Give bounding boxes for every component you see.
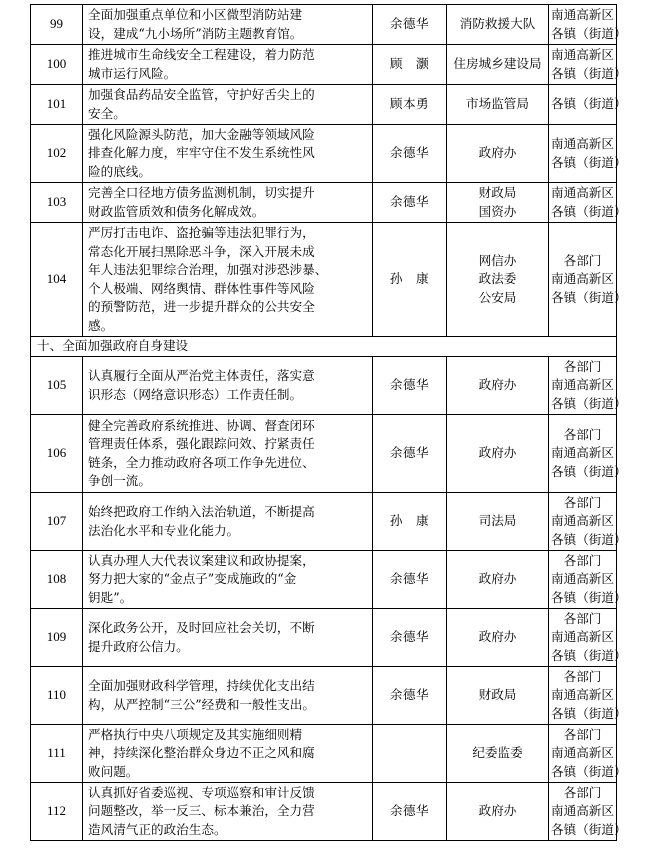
responsible-unit: [549, 85, 627, 125]
lead-department-line: 政府办: [478, 803, 517, 819]
task-table: [30, 4, 627, 841]
task-description-line: 神，持续深化整治群众身边不正之风和腐: [88, 745, 315, 761]
lead-department-line: 政府办: [478, 145, 517, 161]
responsible-unit-line: 各部门: [563, 426, 602, 442]
lead-department-line: 财政局: [478, 185, 517, 200]
task-number: 102: [31, 125, 83, 183]
responsible-unit: [549, 357, 627, 415]
task-description-line: 争创一流。: [88, 473, 151, 488]
lead-department: [447, 125, 549, 183]
table-row: [31, 551, 617, 609]
responsible-unit-line: 各镇（街道）: [551, 96, 627, 112]
task-description: [83, 725, 373, 783]
task-description-line: 败问题。: [88, 763, 139, 779]
lead-department-line: 网信办: [478, 252, 517, 268]
task-description-line: 问题整改，举一反三、标本兼治，全力营: [88, 803, 315, 819]
task-description-line: 城市运行风险。: [88, 65, 177, 81]
task-number: 99: [31, 5, 83, 45]
task-number: 106: [31, 415, 83, 493]
responsible-unit: [549, 725, 627, 783]
lead-department: [447, 783, 549, 841]
table-row: [31, 125, 617, 183]
responsible-leader: 余德华: [373, 415, 447, 493]
responsible-unit-line: 南通高新区: [551, 7, 614, 22]
task-description-line: 的预警防范，进一步提升群众的公共安全: [88, 299, 315, 314]
task-description: [83, 357, 373, 415]
responsible-unit-line: 各部门: [563, 494, 602, 510]
responsible-leader: 顾本勇: [373, 85, 447, 125]
responsible-unit-line: 南通高新区: [551, 185, 614, 200]
lead-department-line: 财政局: [478, 687, 517, 703]
lead-department: [447, 667, 549, 725]
responsible-unit: [549, 667, 627, 725]
task-description-line: 全面加强财政科学管理，持续优化支出结: [88, 678, 315, 693]
responsible-unit-line: 南通高新区: [551, 271, 614, 287]
task-number: 111: [31, 725, 83, 783]
responsible-unit-line: 各部门: [563, 552, 602, 568]
responsible-unit-line: 南通高新区: [551, 47, 614, 62]
responsible-unit: [549, 45, 627, 85]
table-row: [31, 725, 617, 783]
lead-department-line: 住房城乡建设局: [453, 56, 542, 72]
task-description-line: 安全。: [88, 105, 126, 121]
responsible-unit-line: 各部门: [563, 726, 602, 742]
responsible-unit-line: 各部门: [563, 610, 602, 626]
task-description-line: 造风清气正的政治生态。: [88, 821, 227, 837]
task-description: [83, 415, 373, 493]
responsible-unit-line: 各镇（街道）: [551, 203, 627, 219]
task-description: [83, 493, 373, 551]
task-description-line: 完善全口径地方债务监测机制，切实提升: [88, 185, 315, 200]
table-row: [31, 183, 617, 223]
responsible-leader: 余德华: [373, 609, 447, 667]
responsible-unit-line: 各镇（街道）: [551, 154, 627, 170]
lead-department: [447, 415, 549, 493]
task-description: [83, 667, 373, 725]
table-row: [31, 609, 617, 667]
responsible-unit: [549, 183, 627, 223]
responsible-leader: 余德华: [373, 357, 447, 415]
table-row: [31, 493, 617, 551]
task-description-line: 个人极端、网络舆情、群体性事件等风险: [88, 280, 315, 296]
task-description-line: 钥匙”。: [88, 589, 133, 605]
lead-department-line: 公安局: [478, 289, 517, 305]
responsible-unit-line: 各镇（街道）: [551, 395, 627, 411]
responsible-leader: [373, 725, 447, 783]
task-description-line: 始终把政府工作纳入法治轨道，不断提高: [88, 504, 315, 519]
lead-department-line: 消防救援大队: [459, 16, 536, 32]
responsible-unit-line: 各镇（街道）: [551, 705, 627, 721]
responsible-unit-line: 南通高新区: [551, 377, 614, 393]
lead-department: [447, 45, 549, 85]
lead-department: [447, 223, 549, 337]
task-description-line: 识形态（网络意识形态）工作责任制。: [88, 386, 303, 402]
task-description: [83, 183, 373, 223]
task-number: 112: [31, 783, 83, 841]
task-number: 105: [31, 357, 83, 415]
responsible-unit: [549, 609, 627, 667]
responsible-unit-line: 各镇（街道）: [551, 65, 627, 81]
responsible-unit-line: 南通高新区: [551, 513, 614, 529]
lead-department-line: 政法委: [478, 271, 517, 287]
responsible-unit-line: 各镇（街道）: [551, 589, 627, 605]
task-description-line: 管理责任体系，强化跟踪问效、拧紧责任: [88, 436, 315, 451]
task-number: 108: [31, 551, 83, 609]
task-description-line: 链条，全力推动政府各项工作争先进位、: [88, 454, 315, 470]
section-header-row: [31, 337, 617, 357]
task-description-line: 提升政府公信力。: [88, 638, 189, 654]
table-row: [31, 223, 617, 337]
responsible-unit-line: 南通高新区: [551, 445, 614, 461]
task-description-line: 构，从严控制“三公”经费和一般性支出。: [88, 696, 315, 712]
responsible-unit-line: 各部门: [563, 358, 602, 374]
lead-department: [447, 493, 549, 551]
responsible-unit-line: 南通高新区: [551, 803, 614, 819]
responsible-unit-line: 南通高新区: [551, 136, 614, 151]
task-description: [83, 125, 373, 183]
task-table-body: [31, 5, 627, 841]
responsible-unit-line: 各部门: [563, 252, 602, 268]
task-description-line: 认真履行全面从严治党主体责任，落实意: [88, 368, 315, 383]
section-title: 十、全面加强政府自身建设: [31, 337, 617, 357]
responsible-unit: [549, 493, 627, 551]
lead-department-line: 政府办: [478, 445, 517, 461]
task-description: [83, 45, 373, 85]
task-description-line: 健全完善政府系统推进、协调、督查闭环: [88, 417, 315, 433]
table-row: [31, 667, 617, 725]
task-description-line: 险的底线。: [88, 163, 151, 179]
task-description-line: 努力把大家的“金点子”变成施政的“金: [88, 571, 297, 587]
lead-department: [447, 183, 549, 223]
task-description-line: 感。: [88, 317, 114, 333]
responsible-unit: [549, 223, 627, 337]
responsible-leader: 余德华: [373, 667, 447, 725]
responsible-unit-line: 各镇（街道）: [551, 647, 627, 663]
responsible-leader: 顾 灏: [373, 45, 447, 85]
task-number: 107: [31, 493, 83, 551]
lead-department: [447, 85, 549, 125]
lead-department: [447, 5, 549, 45]
responsible-unit: [549, 551, 627, 609]
table-row: [31, 783, 617, 841]
lead-department-line: 纪委监委: [472, 745, 523, 761]
table-row: [31, 45, 617, 85]
responsible-unit-line: 南通高新区: [551, 629, 614, 645]
task-description-line: 认真抓好省委巡视、专项巡察和审计反馈: [88, 784, 315, 800]
task-number: 110: [31, 667, 83, 725]
lead-department-line: 政府办: [478, 377, 517, 393]
task-description-line: 法治化水平和专业化能力。: [88, 522, 240, 538]
table-row: [31, 85, 617, 125]
task-number: 104: [31, 223, 83, 337]
responsible-leader: 余德华: [373, 125, 447, 183]
table-row: [31, 357, 617, 415]
responsible-unit: [549, 783, 627, 841]
task-description: [83, 783, 373, 841]
lead-department-line: 政府办: [478, 571, 517, 587]
task-description-line: 严格执行中央八项规定及其实施细则精: [88, 726, 303, 742]
task-description-line: 排查化解力度，牢牢守住不发生系统性风: [88, 145, 315, 161]
lead-department-line: 司法局: [478, 513, 517, 529]
responsible-leader: 孙 康: [373, 493, 447, 551]
task-description-line: 设，建成“九小场所”消防主题教育馆。: [88, 25, 303, 41]
task-number: 100: [31, 45, 83, 85]
responsible-unit-line: 南通高新区: [551, 687, 614, 703]
table-row: [31, 415, 617, 493]
lead-department: [447, 551, 549, 609]
table-row: [31, 5, 617, 45]
lead-department-line: 政府办: [478, 629, 517, 645]
task-description-line: 财政监管质效和债务化解成效。: [88, 203, 265, 219]
task-description-line: 推进城市生命线安全工程建设，着力防范: [88, 47, 315, 62]
lead-department-line: 市场监管局: [466, 96, 529, 112]
task-description-line: 认真办理人大代表议案建议和政协提案，: [88, 552, 315, 568]
lead-department: [447, 609, 549, 667]
responsible-unit-line: 各部门: [563, 784, 602, 800]
responsible-unit-line: 各镇（街道）: [551, 463, 627, 479]
lead-department: [447, 725, 549, 783]
responsible-leader: 余德华: [373, 783, 447, 841]
responsible-leader: 余德华: [373, 551, 447, 609]
responsible-leader: 余德华: [373, 183, 447, 223]
task-description: [83, 85, 373, 125]
task-number: 109: [31, 609, 83, 667]
responsible-unit-line: 各镇（街道）: [551, 763, 627, 779]
task-number: 103: [31, 183, 83, 223]
responsible-unit: [549, 125, 627, 183]
responsible-unit: [549, 415, 627, 493]
task-description-line: 强化风险源头防范，加大金融等领域风险: [88, 126, 315, 142]
responsible-unit-line: 南通高新区: [551, 571, 614, 587]
task-description: [83, 223, 373, 337]
task-description-line: 年人违法犯罪综合治理，加强对涉恐涉暴、: [88, 262, 328, 277]
lead-department: [447, 357, 549, 415]
task-description-line: 深化政务公开，及时回应社会关切，不断: [88, 620, 315, 635]
task-description: [83, 609, 373, 667]
task-number: 101: [31, 85, 83, 125]
task-description-line: 常态化开展扫黑除恶斗争，深入开展未成: [88, 243, 315, 259]
task-description-line: 加强食品药品安全监管，守护好舌尖上的: [88, 87, 315, 102]
responsible-leader: 孙 康: [373, 223, 447, 337]
responsible-unit-line: 各镇（街道）: [551, 25, 627, 41]
responsible-unit: [549, 5, 627, 45]
task-description-line: 严厉打击电诈、盗抢骗等违法犯罪行为，: [88, 225, 315, 240]
task-description-line: 全面加强重点单位和小区微型消防站建: [88, 7, 303, 22]
task-description: [83, 551, 373, 609]
responsible-leader: 余德华: [373, 5, 447, 45]
responsible-unit-line: 各镇（街道）: [551, 289, 627, 305]
responsible-unit-line: 各镇（街道）: [551, 531, 627, 547]
lead-department-line: 国资办: [478, 203, 517, 219]
responsible-unit-line: 各部门: [563, 668, 602, 684]
task-description: [83, 5, 373, 45]
responsible-unit-line: 南通高新区: [551, 745, 614, 761]
responsible-unit-line: 各镇（街道）: [551, 821, 627, 837]
